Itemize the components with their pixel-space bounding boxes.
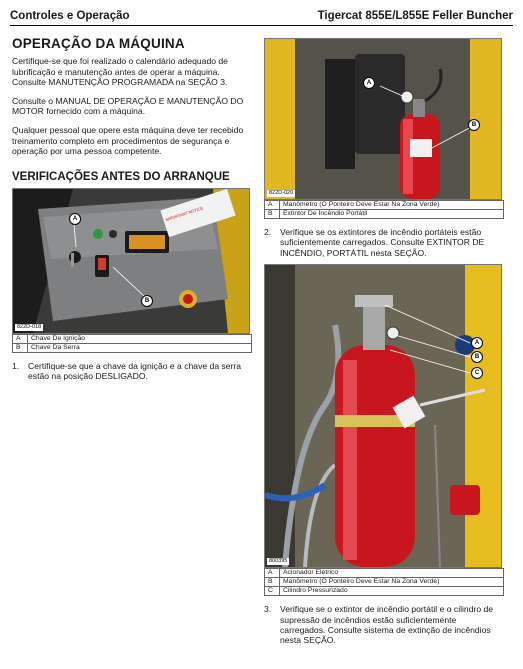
portable-extinguisher-illustration [265, 39, 501, 199]
legend-row [13, 334, 252, 343]
steps-right-2 [264, 227, 504, 258]
suppression-cylinder-photo [264, 264, 502, 568]
suppression-cylinder-illustration [265, 265, 501, 567]
ignition-panel-illustration [13, 189, 249, 333]
step-number: 1. [12, 360, 20, 371]
callout-b: B [468, 119, 480, 131]
legend-row [265, 569, 504, 578]
paragraph-engine-manual: Consulte o MANUAL DE OPERAÇÃO E MANUTENÇÃO DO MOTOR fornecido com a máquina. [12, 95, 244, 117]
photo-id: 800395 [269, 558, 288, 565]
step-number: 3. [264, 604, 272, 615]
step-3 [264, 604, 504, 646]
portable-extinguisher-legend [264, 200, 504, 219]
step-1 [12, 361, 252, 382]
callout-a: A [363, 77, 375, 89]
legend-text: Acionador Elétrico [280, 569, 504, 578]
legend-text: Chave De Ignição [28, 334, 252, 343]
photo-id: 822D-020 [269, 190, 294, 196]
legend-key: B [13, 343, 28, 352]
legend-key: A [265, 569, 280, 578]
ignition-panel-photo [12, 188, 250, 334]
legend-text: Extintor De Incêndio Portátil [280, 210, 504, 219]
callout-a: A [471, 337, 483, 349]
legend-text: Chave Da Serra [28, 343, 252, 352]
legend-row [265, 587, 504, 596]
right-column [264, 38, 504, 652]
legend-key: C [265, 587, 280, 596]
legend-text: Manômetro (O Ponteiro Deve Estar Na Zona Verde) [280, 578, 504, 587]
callout-a: A [69, 213, 81, 225]
legend-row [265, 578, 504, 587]
page-header [10, 8, 513, 26]
legend-row [13, 343, 252, 352]
suppression-legend [264, 568, 504, 596]
legend-row [265, 201, 504, 210]
paragraph-maintenance: Certifique-se que foi realizado o calendário adequado de lubrificação e manutenção antes de operar a máquina. Consulte MANUTENÇÃO PROGRAMADA na SEÇÃO 3. [12, 56, 228, 88]
pre-start-heading: VERIFICAÇÕES ANTES DO ARRANQUE [12, 170, 230, 183]
photo-id: 822D-018 [17, 323, 42, 330]
section-title: Controles e Operação [10, 10, 130, 22]
legend-key: B [265, 210, 280, 219]
notice-sticker-label: IMPORTANT NOTICE [164, 205, 204, 222]
portable-extinguisher-photo [264, 38, 502, 200]
step-number: 2. [264, 227, 272, 237]
legend-row [265, 210, 504, 219]
step-text: Verifique se os extintores de incêndio portáteis estão suficientemente carregados. Consulte EXTINTOR DE INCÊNDIO, PORTÁTIL nesta SEÇÃO. [280, 227, 485, 258]
legend-key: B [265, 578, 280, 587]
left-column [12, 36, 252, 388]
paragraph-training: Qualquer pessoal que opere esta máquina deve ter recebido treinamento completo em procedimentos de segurança e operação por uma pessoa competente. [12, 124, 244, 157]
callout-b: B [471, 351, 483, 363]
legend-text: Manômetro (O Ponteiro Deve Estar Na Zona Verde) [280, 201, 504, 210]
legend-key: A [13, 334, 28, 343]
callout-c: C [471, 367, 483, 379]
steps-left [12, 361, 252, 382]
ignition-legend [12, 334, 252, 353]
steps-right-3 [264, 604, 504, 646]
step-text: Certifique-se que a chave da ignição e a chave da serra estão na posição DESLIGADO. [28, 360, 242, 382]
legend-key: A [265, 201, 280, 210]
legend-text: Cilindro Pressurizado [280, 587, 504, 596]
machine-model: Tigercat 855E/L855E Feller Buncher [317, 10, 513, 22]
callout-b: B [141, 295, 153, 307]
page-title: OPERAÇÃO DA MÁQUINA [12, 36, 185, 51]
step-2 [264, 227, 504, 258]
step-text: Verifique se o extintor de incêndio portátil e o cilindro de supressão de incêndios estão suficientemente carregados. Consulte sistema de extinção de incêndios nesta SEÇÃO. [280, 604, 494, 646]
